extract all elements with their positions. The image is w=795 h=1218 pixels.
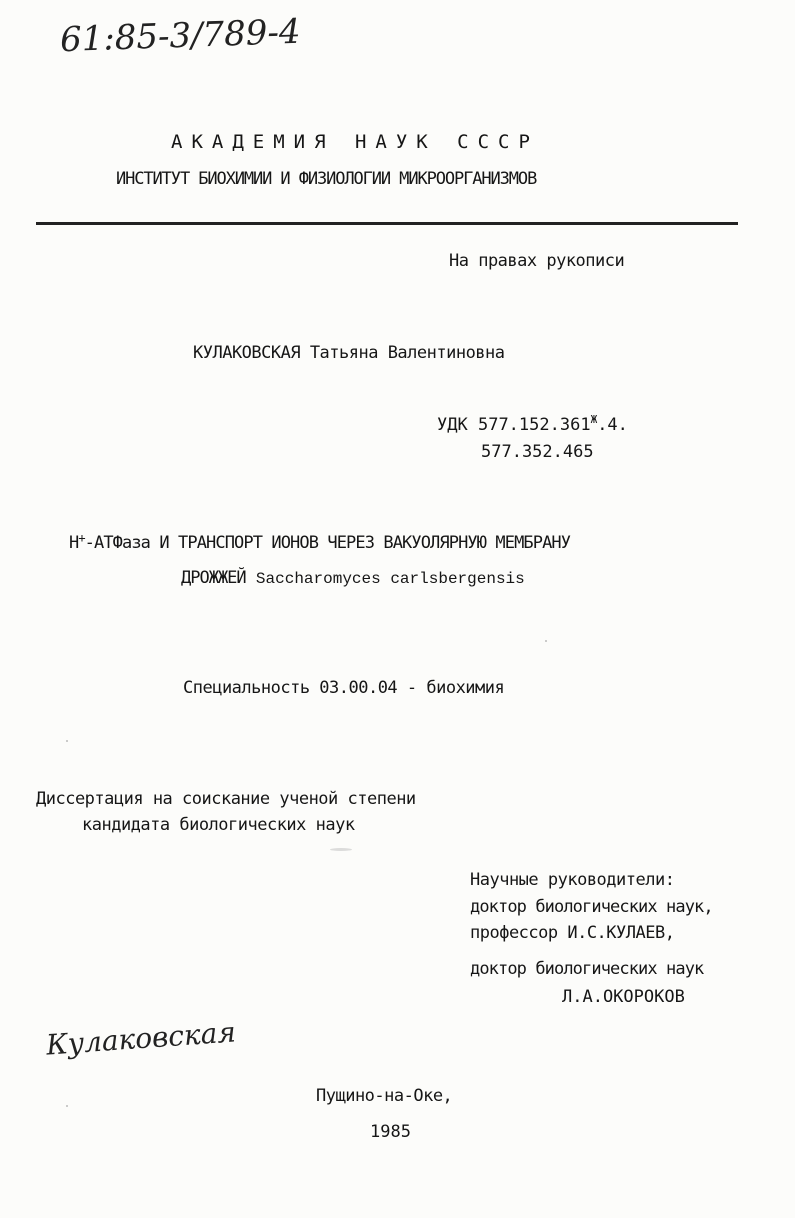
scan-speck xyxy=(545,640,547,642)
scan-speck xyxy=(66,740,68,742)
supervisor-2-degree: доктор биологических наук xyxy=(470,959,704,979)
dissertation-title-line-2: ДРОЖЖЕЙ Saccharomyces carlsbergensis xyxy=(181,568,525,588)
publication-year: 1985 xyxy=(370,1122,411,1142)
udk-code-1: $577.152.361^Ж.4$. xyxy=(477,413,628,435)
author-name: КУЛАКОВСКАЯ Татьяна Валентиновна xyxy=(193,343,505,363)
udk-line-1 xyxy=(437,414,628,438)
academy-name: АКАДЕМИЯ НАУК СССР xyxy=(171,131,539,153)
dissertation-title-line-1: Н+-АТФаза И ТРАНСПОРТ ИОНОВ ЧЕРЕЗ ВАКУОЛЯРНУЮ МЕМБРАНУ xyxy=(69,531,571,553)
dissertation-line-1: Диссертация на соискание ученой степени xyxy=(36,789,416,809)
supervisor-2-name: Л.А.ОКОРОКОВ xyxy=(562,987,685,1007)
supervisors-heading: Научные руководители: xyxy=(470,870,675,890)
handwritten-signature: Кулаковская xyxy=(45,1015,237,1062)
scan-speck xyxy=(330,848,352,851)
supervisor-1-degree: доктор биологических наук, xyxy=(470,897,713,917)
udk-label: УДК xyxy=(437,415,468,435)
handwritten-catalog-number: 61:85-3/789-4 xyxy=(59,11,302,61)
publication-place: Пущино-на-Оке, xyxy=(316,1086,453,1106)
scan-speck xyxy=(66,1105,68,1107)
manuscript-note: На правах рукописи xyxy=(449,251,625,271)
udk-code-2: 577.352.465 xyxy=(481,442,594,462)
dissertation-line-2: кандидата биологических наук xyxy=(82,815,355,835)
header-divider xyxy=(36,222,738,225)
supervisor-1-name: профессор И.С.КУЛАЕВ, xyxy=(470,923,675,943)
institute-name: ИНСТИТУТ БИОХИМИИ И ФИЗИОЛОГИИ МИКРООРГАНИЗМОВ xyxy=(116,169,537,189)
specialty: Специальность 03.00.04 - биохимия xyxy=(183,678,505,698)
